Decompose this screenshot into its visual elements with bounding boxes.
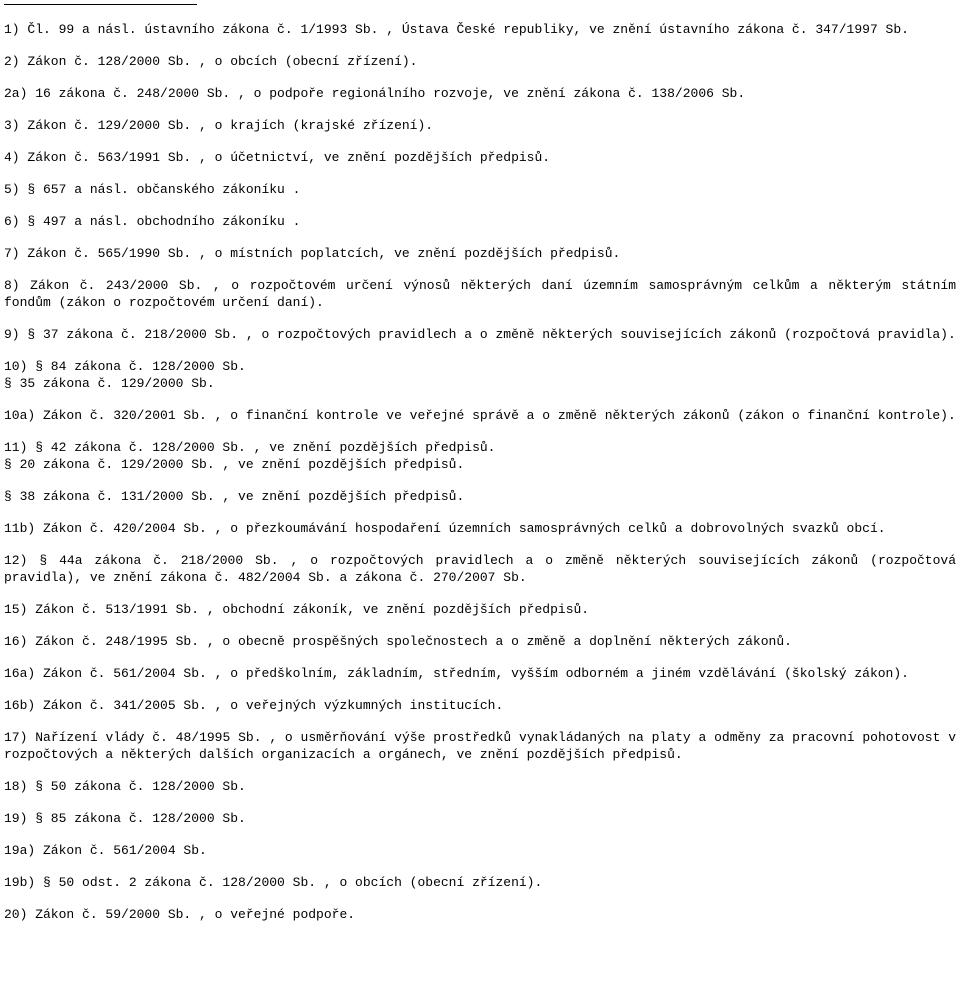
footnote-2 <box>4 53 956 70</box>
footnote-separator-rule <box>4 4 197 5</box>
footnote-line: 2) Zákon č. 128/2000 Sb. , o obcích (obecní zřízení). <box>4 54 418 69</box>
footnote-10a <box>4 407 956 424</box>
footnote-line: 7) Zákon č. 565/1990 Sb. , o místních poplatcích, ve znění pozdějších předpisů. <box>4 246 621 261</box>
footnote-line: 19) § 85 zákona č. 128/2000 Sb. <box>4 811 246 826</box>
footnote-11 <box>4 439 956 473</box>
footnote-line: 2a) 16 zákona č. 248/2000 Sb. , o podpoře regionálního rozvoje, ve znění zákona č. 138/2006 Sb. <box>4 86 746 101</box>
footnote-6 <box>4 213 956 230</box>
footnote-11-continued <box>4 488 956 505</box>
footnote-20 <box>4 906 956 923</box>
footnote-2a <box>4 85 956 102</box>
footnote-18 <box>4 778 956 795</box>
footnote-line: 20) Zákon č. 59/2000 Sb. , o veřejné podpoře. <box>4 907 356 922</box>
footnote-line: 15) Zákon č. 513/1991 Sb. , obchodní zákoník, ve znění pozdějších předpisů. <box>4 602 590 617</box>
footnote-line: 6) § 497 a násl. obchodního zákoníku . <box>4 214 301 229</box>
footnote-line: 10a) Zákon č. 320/2001 Sb. , o finanční kontrole ve veřejné správě a o změně některých zákonů (zákon o finanční kontrole). <box>4 408 956 423</box>
footnote-19b <box>4 874 956 891</box>
footnote-line: § 20 zákona č. 129/2000 Sb. , ve znění pozdějších předpisů. <box>4 457 465 472</box>
footnote-11b <box>4 520 956 537</box>
footnote-12 <box>4 552 956 586</box>
footnote-16b <box>4 697 956 714</box>
footnote-17 <box>4 729 956 763</box>
footnote-line: 17) Nařízení vlády č. 48/1995 Sb. , o usměrňování výše prostředků vynakládaných na platy a odměny za pracovní pohotovost v rozpočtových a některých dalších organizacích a orgánech, ve znění pozdějších předpisů. <box>4 730 956 762</box>
footnote-line: 16) Zákon č. 248/1995 Sb. , o obecně prospěšných společnostech a o změně a doplnění některých zákonů. <box>4 634 792 649</box>
footnote-15 <box>4 601 956 618</box>
footnote-line: 11) § 42 zákona č. 128/2000 Sb. , ve znění pozdějších předpisů. <box>4 440 496 455</box>
footnote-line: 19b) § 50 odst. 2 zákona č. 128/2000 Sb. , o obcích (obecní zřízení). <box>4 875 543 890</box>
footnote-10 <box>4 358 956 392</box>
footnote-line: 16b) Zákon č. 341/2005 Sb. , o veřejných výzkumných institucích. <box>4 698 504 713</box>
footnote-line: 11b) Zákon č. 420/2004 Sb. , o přezkoumávání hospodaření územních samosprávných celků a dobrovolných svazků obcí. <box>4 521 886 536</box>
footnote-9 <box>4 326 956 343</box>
footnote-19a <box>4 842 956 859</box>
footnote-line: § 38 zákona č. 131/2000 Sb. , ve znění pozdějších předpisů. <box>4 489 465 504</box>
footnote-8 <box>4 277 956 311</box>
footnote-4 <box>4 149 956 166</box>
footnote-line: 5) § 657 a násl. občanského zákoníku . <box>4 182 301 197</box>
footnote-line: 8) Zákon č. 243/2000 Sb. , o rozpočtovém určení výnosů některých daní územním samosprávným celkům a některým státním fondům (zákon o rozpočtovém určení daní). <box>4 278 956 310</box>
footnote-line: 18) § 50 zákona č. 128/2000 Sb. <box>4 779 246 794</box>
footnote-line: 12) § 44a zákona č. 218/2000 Sb. , o rozpočtových pravidlech a o změně některých souvisejících zákonů (rozpočtová pravidla), ve znění zákona č. 482/2004 Sb. a zákona č. 270/2007 Sb. <box>4 553 956 585</box>
footnote-1 <box>4 21 956 38</box>
footnote-line: 1) Čl. 99 a násl. ústavního zákona č. 1/1993 Sb. , Ústava České republiky, ve znění ústavního zákona č. 347/1997 Sb. <box>4 22 909 37</box>
footnote-5 <box>4 181 956 198</box>
footnote-7 <box>4 245 956 262</box>
footnote-line: 16a) Zákon č. 561/2004 Sb. , o předškolním, základním, středním, vyšším odborném a jiném vzdělávání (školský zákon). <box>4 666 909 681</box>
footnote-line: 10) § 84 zákona č. 128/2000 Sb. <box>4 359 246 374</box>
footnotes-list <box>4 21 956 923</box>
footnote-16 <box>4 633 956 650</box>
footnote-line: 9) § 37 zákona č. 218/2000 Sb. , o rozpočtových pravidlech a o změně některých souvisejících zákonů (rozpočtová pravidla). <box>4 327 956 342</box>
footnote-16a <box>4 665 956 682</box>
footnote-line: 3) Zákon č. 129/2000 Sb. , o krajích (krajské zřízení). <box>4 118 434 133</box>
footnote-line: 19a) Zákon č. 561/2004 Sb. <box>4 843 207 858</box>
footnote-3 <box>4 117 956 134</box>
footnote-line: § 35 zákona č. 129/2000 Sb. <box>4 376 215 391</box>
footnote-line: 4) Zákon č. 563/1991 Sb. , o účetnictví, ve znění pozdějších předpisů. <box>4 150 551 165</box>
footnote-19 <box>4 810 956 827</box>
